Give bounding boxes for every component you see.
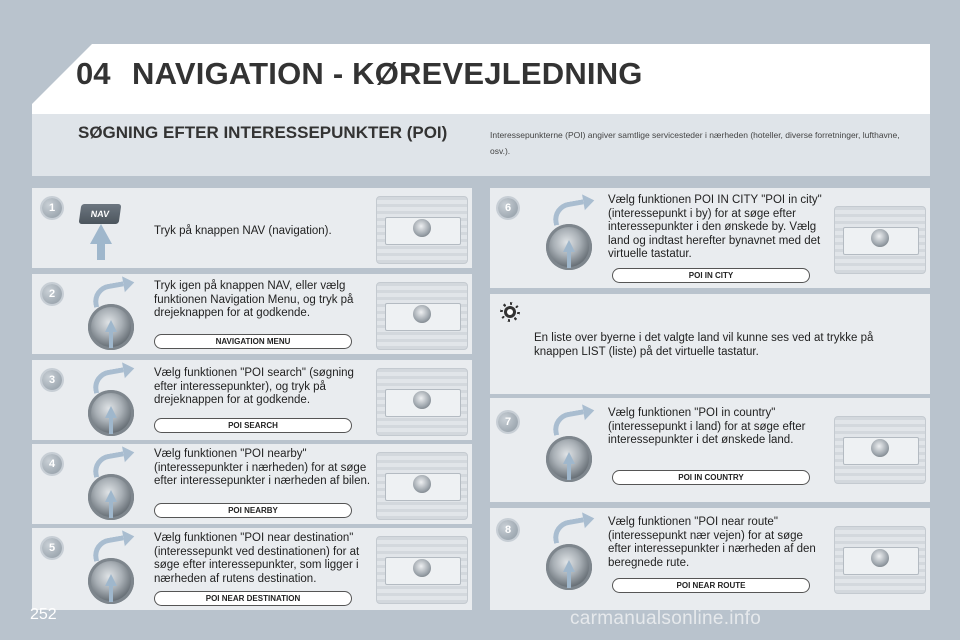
push-arrow-icon — [563, 452, 575, 464]
push-arrow-icon — [105, 320, 117, 332]
step-text: Tryk igen på knappen NAV, eller vælg funktionen Navigation Menu, og tryk på drejeknappen for at godkende. — [154, 280, 354, 319]
tip-text: En liste over byerne i det valgte land vil kunne ses ved at trykke på knappen LIST (liste) på det virtuelle tastatur. — [534, 332, 874, 358]
nav-key-icon — [79, 204, 122, 224]
radio-panel-image — [376, 196, 468, 264]
step-text: Tryk på knappen NAV (navigation). — [154, 225, 332, 237]
turn-arrow-icon — [550, 199, 586, 225]
step-card-3 — [32, 360, 472, 440]
turn-arrow-icon — [550, 517, 586, 543]
menu-option-pill: POI IN COUNTRY — [612, 470, 810, 485]
radio-panel-image — [834, 526, 926, 594]
step-text: Vælg funktionen POI IN CITY "POI in city" (interessepunkt i by) for at søge efter interessepunkter i den ønskede by. Vælg land og indtast herefter bynavnet med det virtuelle tastatur. — [608, 194, 822, 260]
panel-knob-icon — [413, 305, 431, 323]
step-number-badge: 4 — [42, 454, 62, 474]
menu-option-pill: POI NEARBY — [154, 503, 352, 518]
tip-card — [490, 294, 930, 394]
step-number-badge: 1 — [42, 198, 62, 218]
step-card-4 — [32, 444, 472, 524]
nav-key-label: NAV — [90, 209, 110, 219]
sun-info-icon — [504, 306, 516, 318]
panel-knob-icon — [413, 475, 431, 493]
step-number-badge: 2 — [42, 284, 62, 304]
panel-knob-icon — [413, 559, 431, 577]
panel-knob-icon — [871, 439, 889, 457]
step-number-badge: 5 — [42, 538, 62, 558]
press-arrow-stem — [97, 242, 105, 260]
turn-arrow-icon — [550, 409, 586, 435]
menu-option-pill: NAVIGATION MENU — [154, 334, 352, 349]
radio-panel-image — [834, 416, 926, 484]
step-card-2 — [32, 274, 472, 354]
step-number-badge: 7 — [498, 412, 518, 432]
push-arrow-icon — [563, 560, 575, 572]
step-text: Vælg funktionen "POI search" (søgning efter interessepunkter), og tryk på drejeknappen for at godkende. — [154, 367, 354, 406]
section-title: SØGNING EFTER INTERESSEPUNKTER (POI) — [78, 123, 448, 142]
menu-option-pill: POI SEARCH — [154, 418, 352, 433]
menu-option-pill: POI NEAR ROUTE — [612, 578, 810, 593]
step-number-badge: 3 — [42, 370, 62, 390]
step-text: Vælg funktionen "POI nearby" (interessepunkter i nærheden) for at søge efter interessepunkter i nærheden af bilen. — [154, 448, 371, 487]
page-number: 252 — [30, 606, 57, 623]
step-card-7 — [490, 398, 930, 502]
radio-panel-image — [834, 206, 926, 274]
step-card-8 — [490, 508, 930, 610]
push-arrow-icon — [105, 490, 117, 502]
push-arrow-icon — [105, 406, 117, 418]
panel-knob-icon — [413, 219, 431, 237]
chapter-title: NAVIGATION - KØREVEJLEDNING — [132, 56, 643, 91]
radio-panel-image — [376, 452, 468, 520]
radio-panel-image — [376, 368, 468, 436]
step-number-badge: 8 — [498, 520, 518, 540]
step-card-6 — [490, 188, 930, 288]
chapter-number: 04 — [76, 56, 111, 91]
press-arrow-icon — [90, 224, 112, 244]
push-arrow-icon — [563, 240, 575, 252]
push-arrow-icon — [105, 574, 117, 586]
menu-option-pill: POI NEAR DESTINATION — [154, 591, 352, 606]
intro-text: Interessepunkterne (POI) angiver samtlige servicesteder i nærheden (hoteller, diverse forretninger, lufthavne, osv.). — [490, 130, 900, 156]
step-number-badge: 6 — [498, 198, 518, 218]
panel-knob-icon — [413, 391, 431, 409]
step-text: Vælg funktionen "POI near route" (interessepunkt nær vejen) for at søge efter interessepunkter i nærheden af den beregnede rute. — [608, 516, 816, 569]
step-card-5 — [32, 528, 472, 610]
panel-knob-icon — [871, 549, 889, 567]
step-text: Vælg funktionen "POI near destination" (interessepunkt ved destinationen) for at søge efter interessepunkter, som ligger i nærheden af rutens destination. — [154, 532, 360, 585]
step-card-1 — [32, 188, 472, 268]
step-text: Vælg funktionen "POI in country" (interessepunkt i land) for at søge efter interessepunkter i det ønskede land. — [608, 407, 806, 446]
radio-panel-image — [376, 282, 468, 350]
radio-panel-image — [376, 536, 468, 604]
watermark: carmanualsonline.info — [570, 608, 762, 629]
menu-option-pill: POI IN CITY — [612, 268, 810, 283]
panel-knob-icon — [871, 229, 889, 247]
